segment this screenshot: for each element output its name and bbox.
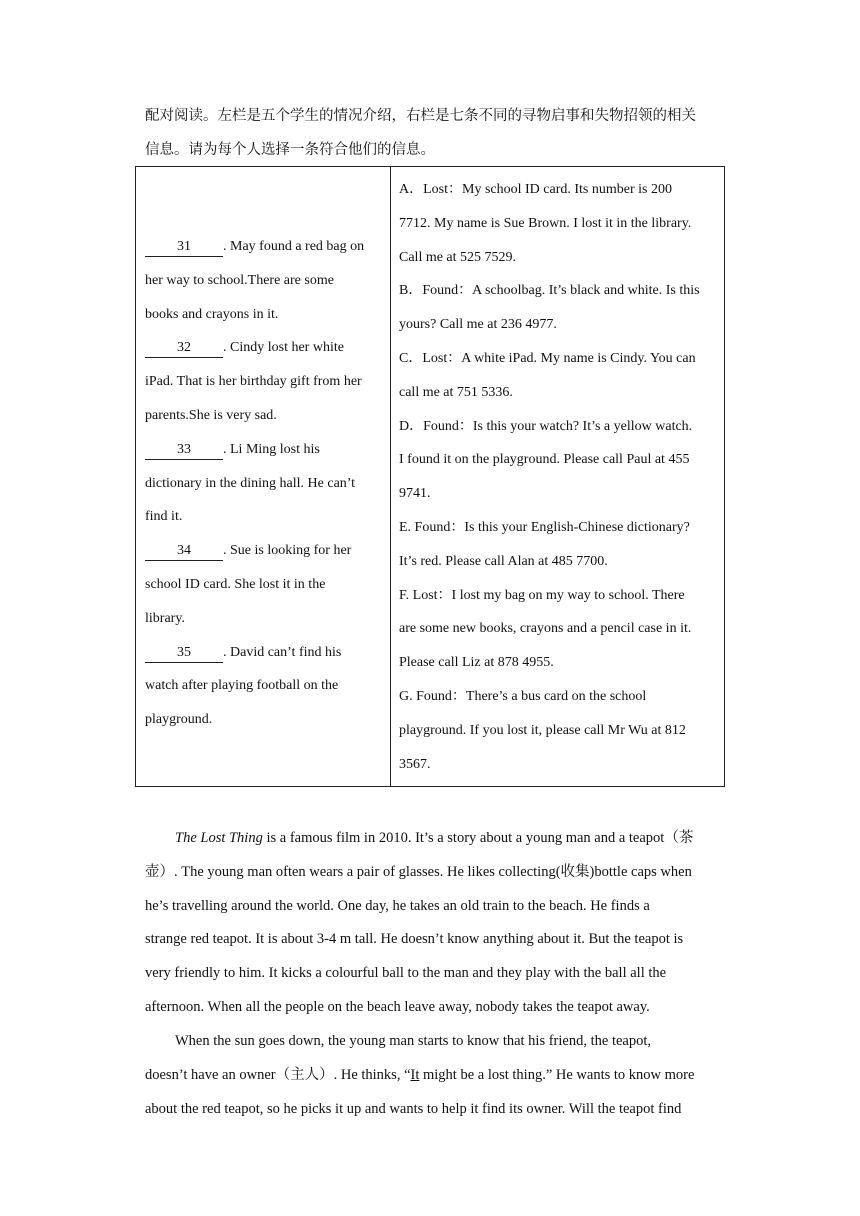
- notice-b-line-1: B．Found：A schoolbag. It’s black and white. Is this: [399, 283, 700, 299]
- instructions-line-2: 信息。请为每个人选择一条符合他们的信息。: [145, 142, 435, 158]
- notice-c-line-2: call me at 751 5336.: [399, 384, 513, 400]
- question-34-line-3: library.: [145, 610, 185, 626]
- notice-d-line-2: I found it on the playground. Please call Paul at 455: [399, 452, 690, 468]
- answer-blank-35[interactable]: 35: [145, 644, 223, 663]
- student-descriptions-column: [136, 167, 391, 786]
- notice-g-line-1: G. Found：There’s a bus card on the school: [399, 688, 647, 704]
- question-32-line-2: iPad. That is her birthday gift from her: [145, 374, 362, 390]
- question-33-line-3: find it.: [145, 509, 183, 525]
- notice-f-line-1: F. Lost：I lost my bag on my way to school. There: [399, 587, 685, 603]
- lost-and-found-notices-column: [391, 167, 724, 786]
- question-34-line-2: school ID card. She lost it in the: [145, 576, 326, 592]
- passage-paragraph-1: [145, 822, 718, 1025]
- question-35-line-1: 35 . David can’t find his: [145, 636, 382, 670]
- question-35-line-2: watch after playing football on the: [145, 678, 339, 694]
- notice-d-line-3: 9741.: [399, 486, 431, 502]
- paragraph-1-line-2: 壶）. The young man often wears a pair of glasses. He likes collecting(收集)bottle caps when: [145, 863, 692, 880]
- notice-b-line-2: yours? Call me at 236 4977.: [399, 317, 557, 333]
- paragraph-2-line-1: When the sun goes down, the young man starts to know that his friend, the teapot,: [175, 1033, 651, 1049]
- question-35-line-3: playground.: [145, 712, 213, 728]
- notice-g-line-3: 3567.: [399, 756, 431, 772]
- question-33-line-2: dictionary in the dining hall. He can’t: [145, 475, 356, 491]
- paragraph-1-line-3: he’s travelling around the world. One day, he takes an old train to the beach. He finds a: [145, 897, 650, 914]
- answer-blank-32[interactable]: 32: [145, 339, 223, 358]
- question-33-line-1: 33 . Li Ming lost his: [145, 433, 382, 467]
- notice-e-line-2: It’s red. Please call Alan at 485 7700.: [399, 553, 608, 569]
- passage-paragraph-2: [145, 1025, 718, 1126]
- answer-blank-31[interactable]: 31: [145, 238, 223, 257]
- notice-a-line-3: Call me at 525 7529.: [399, 249, 517, 265]
- notice-f-line-3: Please call Liz at 878 4955.: [399, 655, 554, 671]
- matching-table: [135, 166, 725, 787]
- question-31-line-1: 31 . May found a red bag on: [145, 230, 382, 264]
- question-31-line-3: books and crayons in it.: [145, 306, 279, 322]
- notice-g-line-2: playground. If you lost it, please call Mr Wu at 812: [399, 722, 686, 738]
- paragraph-1-line-1: The Lost Thing is a famous film in 2010. It’s a story about a young man and a teapot（茶: [175, 830, 694, 846]
- notice-a-line-2: 7712. My name is Sue Brown. I lost it in the library.: [399, 215, 692, 231]
- notice-a-line-1: A．Lost：My school ID card. Its number is 200: [399, 182, 672, 197]
- notice-e-line-1: E. Found：Is this your English-Chinese dictionary?: [399, 519, 690, 535]
- paragraph-2-line-2: doesn’t have an owner（主人）. He thinks, “It might be a lost thing.” He wants to know more: [145, 1066, 695, 1083]
- instructions-line-1: 配对阅读。左栏是五个学生的情况介绍，右栏是七条不同的寻物启事和失物招领的相关: [145, 108, 696, 124]
- underlined-word-it: It: [410, 1066, 420, 1083]
- paragraph-2-line-3: about the red teapot, so he picks it up and wants to help it find its owner. Will the teapot find: [145, 1100, 682, 1117]
- answer-blank-33[interactable]: 33: [145, 441, 223, 460]
- paragraph-1-line-4: strange red teapot. It is about 3-4 m tall. He doesn’t know anything about it. But the teapot is: [145, 931, 684, 948]
- notice-f-line-2: are some new books, crayons and a pencil case in it.: [399, 621, 692, 637]
- question-31-line-2: her way to school.There are some: [145, 272, 334, 288]
- paragraph-1-line-5: very friendly to him. It kicks a colourful ball to the man and they play with the ball all the: [145, 965, 667, 982]
- question-34-line-1: 34 . Sue is looking for her: [145, 534, 382, 568]
- film-title: The Lost Thing: [175, 830, 263, 846]
- paragraph-1-line-6: afternoon. When all the people on the beach leave away, nobody takes the teapot away.: [145, 998, 650, 1015]
- notice-c-line-1: C．Lost：A white iPad. My name is Cindy. You can: [399, 350, 696, 366]
- answer-blank-34[interactable]: 34: [145, 542, 223, 561]
- question-32-line-1: 32 . Cindy lost her white: [145, 331, 382, 365]
- notice-d-line-1: D．Found：Is this your watch? It’s a yellow watch.: [399, 418, 693, 434]
- question-32-line-3: parents.She is very sad.: [145, 407, 277, 423]
